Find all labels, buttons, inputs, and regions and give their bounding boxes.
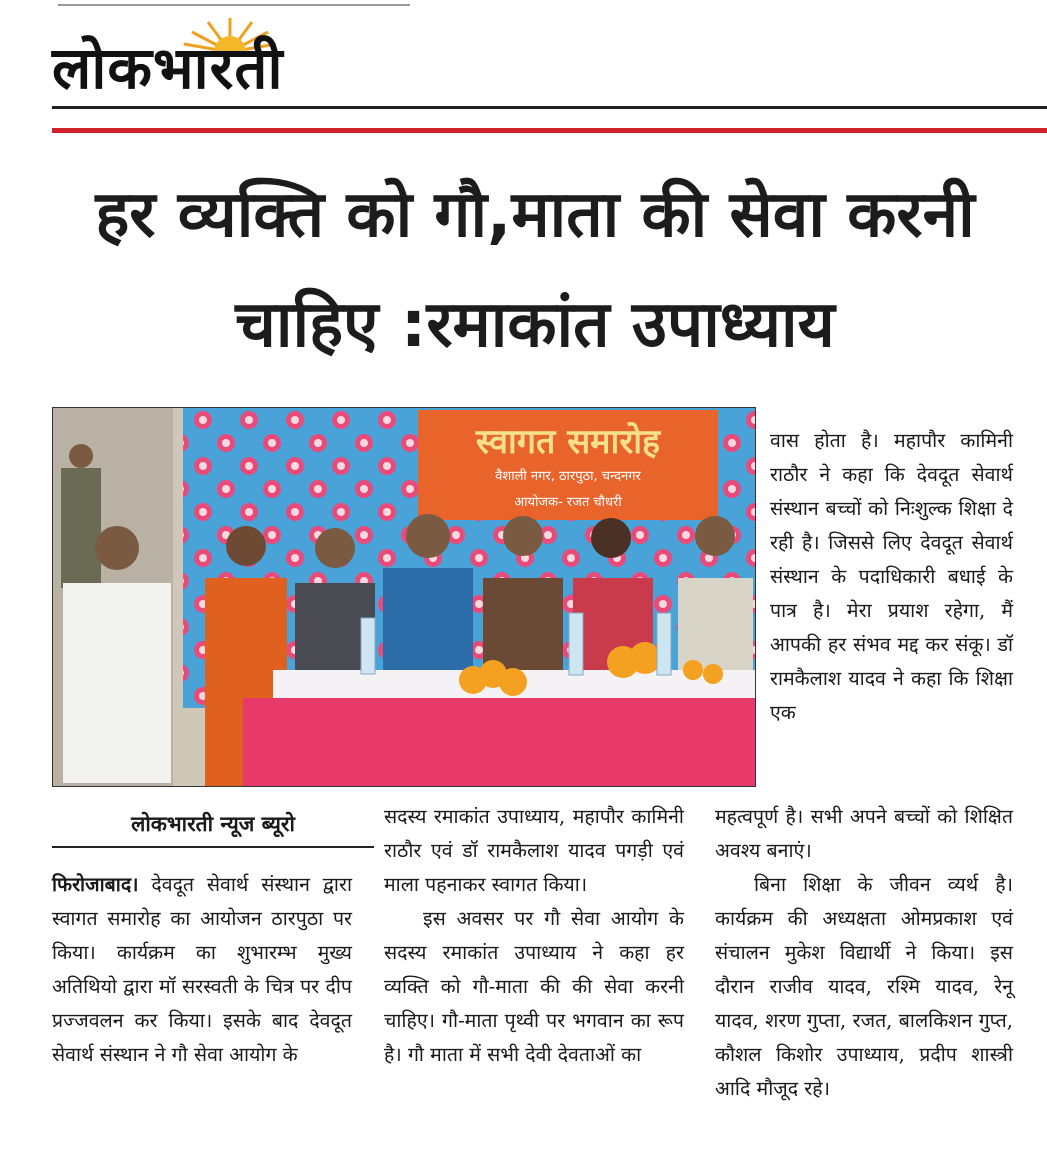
masthead-rule-red [52, 128, 1047, 133]
top-hairline [58, 4, 410, 6]
byline: लोकभारती न्यूज ब्यूरो [52, 806, 374, 848]
headline-line-2: चाहिए :रमाकांत उपाध्याय [235, 288, 835, 362]
headline [40, 160, 1030, 380]
column-3-top-text: वास होता है। महापौर कामिनी राठौर ने कहा कि देवदूत सेवार्थ संस्थान बच्चों को निःशुल्क शिक्षा दे रही है। जिससे लिए देवदूत सेवार्थ संस्थान के पदाधिकारी बधाई के पात्र है। मेरा प्रयाश रहेगा, मैं आपकी हर संभव मद्द कर संकू। डॉ रामकैलाश यादव ने कहा कि शिक्षा एक [770, 429, 1013, 724]
masthead-brand: लोकभारती [52, 34, 284, 102]
article-column-3-top [770, 424, 1013, 730]
event-photo [52, 407, 756, 787]
banner-organizer: आयोजक- रजत चौधरी [514, 495, 622, 510]
masthead-rule-black [52, 106, 1047, 109]
article-column-1 [52, 868, 352, 1072]
column-3-paragraph-2: बिना शिक्षा के जीवन व्यर्थ है। कार्यक्रम की अध्यक्षता ओमप्रकाश एवं संचालन मुकेश विद्यार्थी ने किया। इस दौरान राजीव यादव, रश्मि यादव, रेनू यादव, शरण गुप्ता, रजत, बालकिशन गुप्त, कौशल किशोर उपाध्याय, प्रदीप शास्त्री आदि मौजूद रहे। [715, 873, 1013, 1100]
banner-title: स्वागत समारोह [475, 422, 661, 462]
column-2-paragraph-1: सदस्य रमाकांत उपाध्याय, महापौर कामिनी राठौर एवं डॉ रामकैलाश यादव पगड़ी एवं माला पहनाकर स्वागत किया। [384, 805, 684, 896]
column-1-text: देवदूत सेवार्थ संस्थान द्वारा स्वागत समारोह का आयोजन ठारपुठा पर किया। कार्यक्रम का शुभारम्भ मुख्य अतिथियो द्वारा मॉ सरस्वती के चित्र पर दीप प्रज्जवलन कर किया। इसके बाद देवदूत सेवार्थ संस्थान ने गौ सेवा आयोग के [52, 873, 352, 1066]
article-column-3 [715, 800, 1013, 1106]
banner-subtitle: वैशाली नगर, ठारपुठा, चन्दनगर [495, 469, 641, 484]
column-2-paragraph-2: इस अवसर पर गौ सेवा आयोग के सदस्य रमाकांत उपाध्याय ने कहा हर व्यक्ति को गौ-माता की की सेवा करनी चाहिए। गौ-माता पृथ्वी पर भगवान का रूप है। गौ माता में सभी देवी देवताओं का [384, 907, 684, 1066]
article-column-2 [384, 800, 684, 1072]
dateline: फिरोजाबाद। [52, 873, 139, 896]
masthead [52, 14, 382, 106]
headline-line-1: हर व्यक्ति को गौ,माता की सेवा करनी [95, 178, 975, 252]
column-3-paragraph-1: महत्वपूर्ण है। सभी अपने बच्चों को शिक्षित अवश्य बनाएं। [715, 805, 1013, 862]
